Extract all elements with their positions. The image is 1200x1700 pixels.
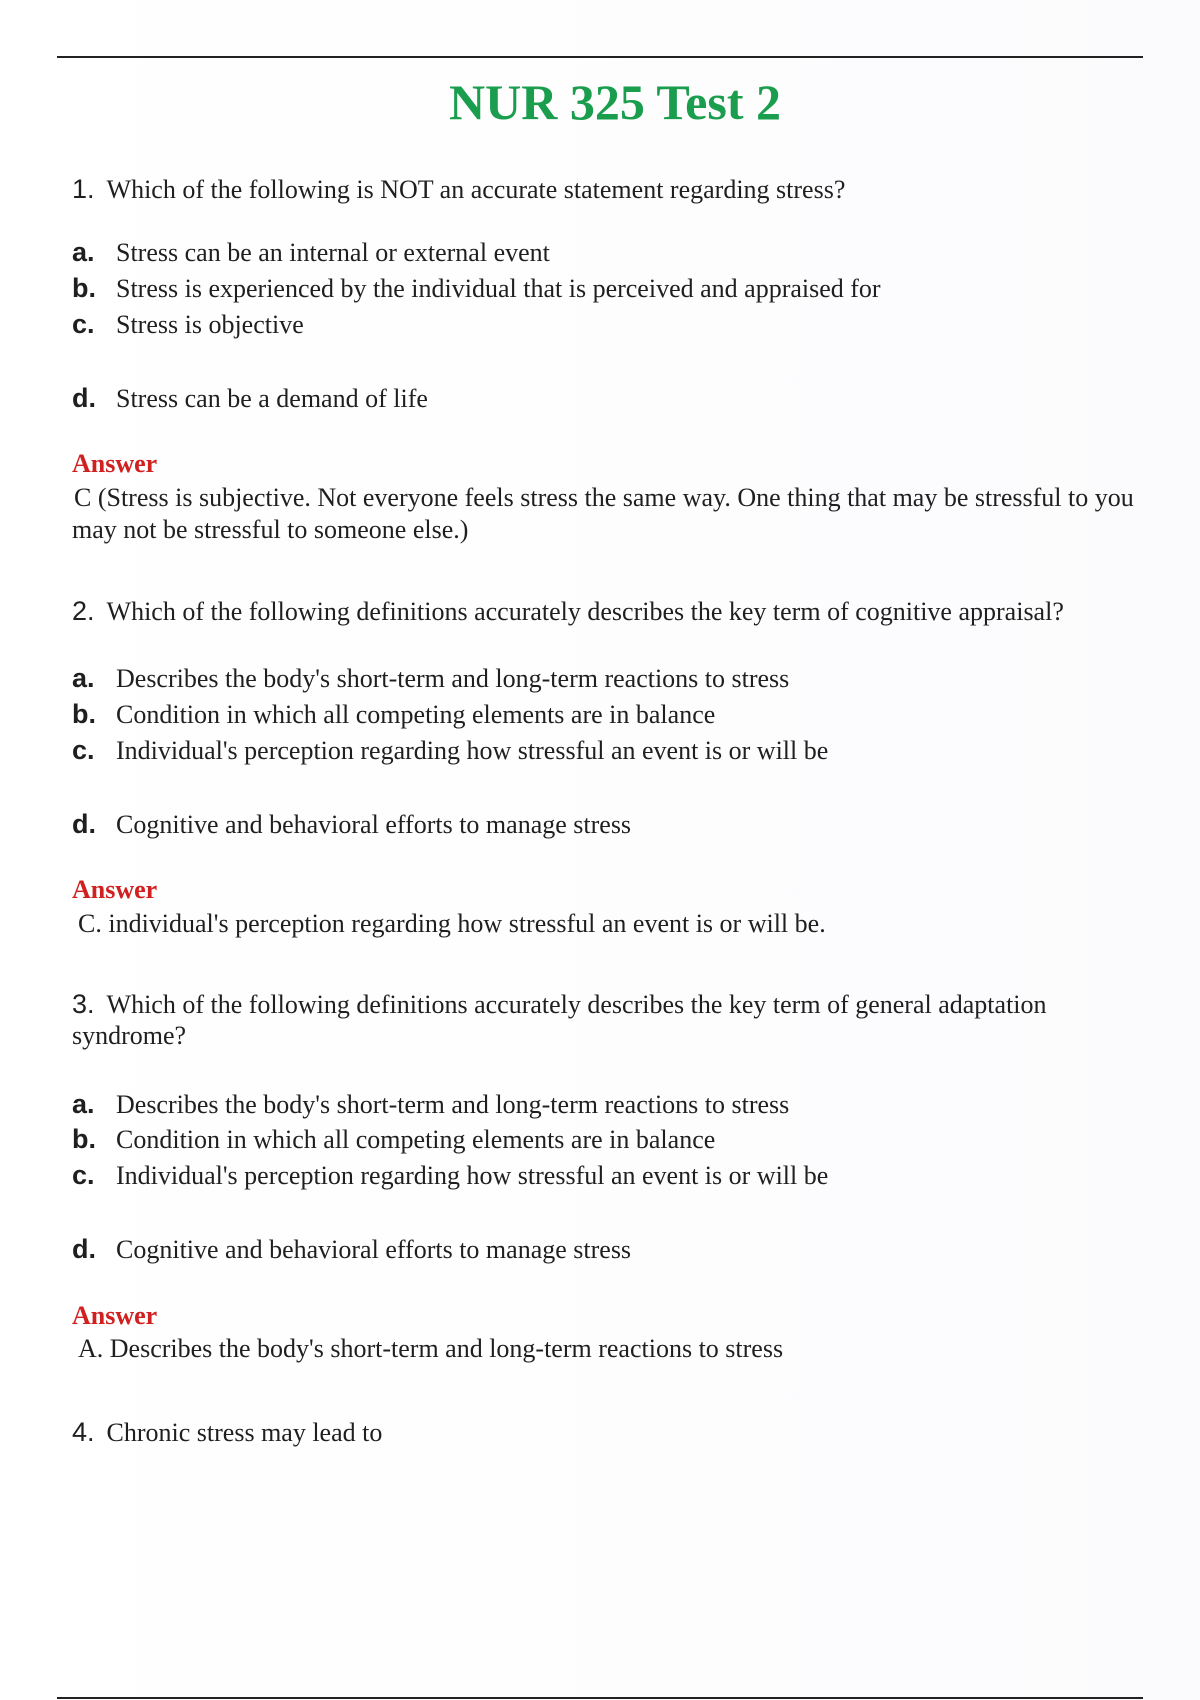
option-1c — [72, 309, 304, 340]
option-3b — [72, 1124, 715, 1155]
option-3c — [72, 1160, 828, 1191]
option-letter: b. — [72, 1124, 96, 1154]
option-2a — [72, 663, 789, 694]
answer-text: C (Stress is subjective. Not everyone feels stress the same way. One thing that may be stressful to you may not be stressful to someone else.) — [72, 483, 1134, 544]
question-1 — [72, 174, 1152, 205]
option-2c — [72, 735, 828, 766]
option-1b — [72, 273, 881, 304]
option-letter: d. — [72, 809, 96, 839]
option-text: Cognitive and behavioral efforts to manage stress — [116, 810, 632, 839]
option-text: Condition in which all competing elements are in balance — [116, 700, 716, 729]
option-text: Cognitive and behavioral efforts to manage stress — [116, 1235, 632, 1264]
option-letter: d. — [72, 1234, 96, 1264]
option-text: Describes the body's short-term and long-term reactions to stress — [116, 664, 790, 693]
option-text: Condition in which all competing elements are in balance — [116, 1125, 716, 1154]
question-2 — [72, 596, 1152, 627]
question-text: Chronic stress may lead to — [106, 1418, 383, 1447]
question-text: Which of the following is NOT an accurate statement regarding stress? — [106, 175, 846, 204]
option-letter: d. — [72, 383, 96, 413]
question-text: Which of the following definitions accurately describes the key term of cognitive appraisal? — [106, 597, 1064, 626]
option-text: Individual's perception regarding how stressful an event is or will be — [116, 736, 829, 765]
option-letter: c. — [72, 735, 95, 765]
option-1a — [72, 237, 550, 268]
option-text: Stress can be a demand of life — [116, 384, 428, 413]
option-letter: a. — [72, 663, 95, 693]
option-3d — [72, 1234, 631, 1265]
option-text: Stress can be an internal or external event — [116, 238, 550, 267]
option-text: Describes the body's short-term and long-term reactions to stress — [116, 1090, 790, 1119]
option-text: Individual's perception regarding how stressful an event is or will be — [116, 1161, 829, 1190]
question-text: Which of the following definitions accurately describes the key term of general adaptation syndrome? — [72, 990, 1047, 1050]
answer-text: C. individual's perception regarding how stressful an event is or will be. — [78, 909, 826, 938]
option-text: Stress is experienced by the individual that is perceived and appraised for — [116, 274, 881, 303]
answer-label: Answer — [72, 875, 158, 904]
document-title: NUR 325 Test 2 — [449, 74, 781, 130]
question-3 — [72, 989, 1152, 1051]
question-number: 1. — [72, 174, 95, 204]
option-2b — [72, 699, 715, 730]
option-letter: b. — [72, 699, 96, 729]
option-letter: c. — [72, 309, 95, 339]
answer-label: Answer — [72, 449, 158, 478]
option-letter: c. — [72, 1160, 95, 1190]
option-1d — [72, 383, 428, 414]
question-number: 3. — [72, 989, 95, 1019]
bottom-rule — [57, 1697, 1143, 1699]
question-number: 4. — [72, 1417, 95, 1447]
option-2d — [72, 809, 631, 840]
option-3a — [72, 1089, 789, 1120]
option-letter: a. — [72, 237, 95, 267]
question-number: 2. — [72, 596, 95, 626]
answer-text: A. Describes the body's short-term and long-term reactions to stress — [78, 1334, 784, 1363]
option-text: Stress is objective — [116, 310, 304, 339]
question-4 — [72, 1417, 1152, 1448]
option-letter: a. — [72, 1089, 95, 1119]
top-rule — [57, 56, 1143, 58]
option-letter: b. — [72, 273, 96, 303]
answer-label: Answer — [72, 1301, 158, 1330]
